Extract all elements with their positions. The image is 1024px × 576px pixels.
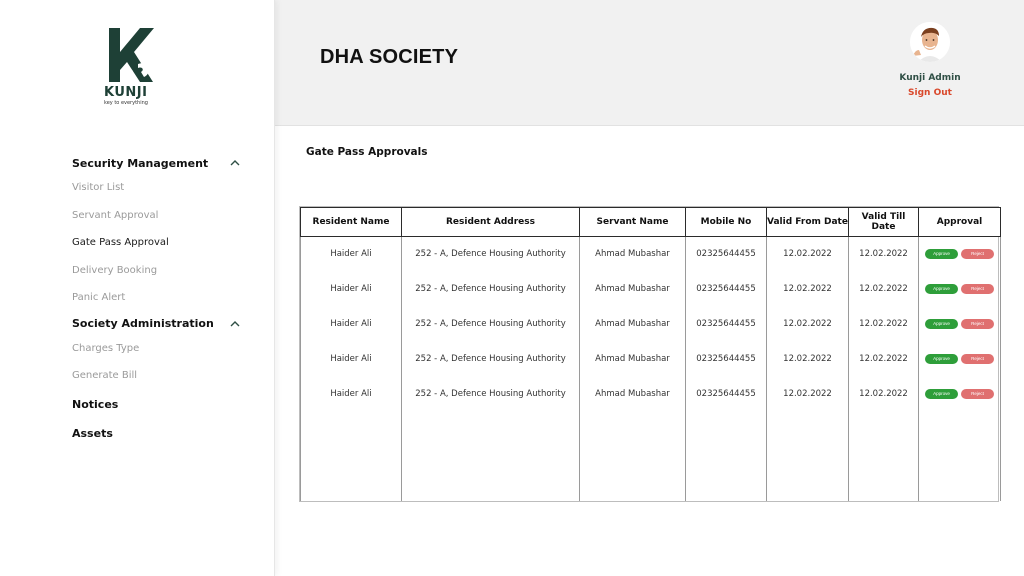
sidebar-item-servant-approval[interactable]: Servant Approval bbox=[72, 209, 159, 221]
section-title: Gate Pass Approvals bbox=[306, 146, 428, 158]
empty-cell bbox=[301, 412, 402, 502]
cell-servant-name: Ahmad Mubashar bbox=[580, 307, 686, 342]
sidebar-item-generate-bill[interactable]: Generate Bill bbox=[72, 370, 138, 381]
table-row bbox=[301, 237, 1001, 272]
empty-cell bbox=[580, 412, 686, 502]
cell-valid-till: 12.02.2022 bbox=[849, 342, 919, 377]
cell-resident-address: 252 - A, Defence Housing Authority bbox=[402, 237, 580, 272]
cell-approval bbox=[919, 272, 1001, 307]
table-row bbox=[301, 342, 1001, 377]
reject-button[interactable]: Reject bbox=[961, 354, 994, 364]
table-row bbox=[301, 307, 1001, 342]
chevron-up-icon[interactable] bbox=[228, 156, 242, 170]
reject-button[interactable]: Reject bbox=[961, 319, 994, 329]
column-header-approval[interactable]: Approval bbox=[919, 208, 1001, 237]
table-header-row bbox=[301, 208, 1001, 237]
kunji-logo-icon bbox=[107, 26, 157, 84]
chevron-up-icon[interactable] bbox=[228, 317, 242, 331]
column-header-servant-name[interactable]: Servant Name bbox=[580, 208, 686, 237]
sidebar bbox=[0, 0, 275, 576]
table-empty-space bbox=[301, 412, 1001, 502]
cell-valid-till: 12.02.2022 bbox=[849, 272, 919, 307]
empty-cell bbox=[767, 412, 849, 502]
brand-tagline: key to everything bbox=[104, 100, 148, 106]
sidebar-nav bbox=[72, 152, 242, 448]
cell-approval bbox=[919, 307, 1001, 342]
table-row bbox=[301, 272, 1001, 307]
column-header-mobile-no[interactable]: Mobile No bbox=[686, 208, 767, 237]
cell-resident-name: Haider Ali bbox=[301, 237, 402, 272]
cell-valid-from: 12.02.2022 bbox=[767, 342, 849, 377]
cell-mobile-no: 02325644455 bbox=[686, 307, 767, 342]
column-header-resident-name[interactable]: Resident Name bbox=[301, 208, 402, 237]
table-row bbox=[301, 377, 1001, 412]
cell-valid-till: 12.02.2022 bbox=[849, 307, 919, 342]
cell-mobile-no: 02325644455 bbox=[686, 272, 767, 307]
sidebar-section-society-administration[interactable] bbox=[72, 313, 242, 335]
empty-cell bbox=[919, 412, 1001, 502]
sidebar-section-security-management[interactable] bbox=[72, 152, 242, 174]
cell-valid-till: 12.02.2022 bbox=[849, 377, 919, 412]
sidebar-item-notices[interactable]: Notices bbox=[72, 397, 119, 411]
cell-resident-address: 252 - A, Defence Housing Authority bbox=[402, 307, 580, 342]
cell-resident-address: 252 - A, Defence Housing Authority bbox=[402, 272, 580, 307]
cell-servant-name: Ahmad Mubashar bbox=[580, 377, 686, 412]
user-profile bbox=[885, 22, 975, 98]
cell-mobile-no: 02325644455 bbox=[686, 237, 767, 272]
cell-approval bbox=[919, 377, 1001, 412]
column-header-resident-address[interactable]: Resident Address bbox=[402, 208, 580, 237]
cell-valid-from: 12.02.2022 bbox=[767, 272, 849, 307]
sign-out-link[interactable]: Sign Out bbox=[908, 88, 952, 98]
cell-valid-from: 12.02.2022 bbox=[767, 307, 849, 342]
reject-button[interactable]: Reject bbox=[961, 389, 994, 399]
reject-button[interactable]: Reject bbox=[961, 284, 994, 294]
cell-servant-name: Ahmad Mubashar bbox=[580, 272, 686, 307]
column-header-valid-from-date[interactable]: Valid From Date bbox=[767, 208, 849, 237]
column-header-valid-till-date[interactable]: Valid Till Date bbox=[849, 208, 919, 237]
empty-cell bbox=[849, 412, 919, 502]
sidebar-section-label: Society Administration bbox=[72, 317, 214, 330]
brand-logo[interactable] bbox=[104, 26, 160, 106]
sidebar-item-gate-pass-approval[interactable]: Gate Pass Approval bbox=[72, 237, 169, 248]
cell-approval bbox=[919, 237, 1001, 272]
cell-valid-till: 12.02.2022 bbox=[849, 237, 919, 272]
brand-name: KUNJI bbox=[104, 85, 148, 100]
sidebar-item-delivery-booking[interactable]: Delivery Booking bbox=[72, 264, 158, 276]
approve-button[interactable]: Approve bbox=[925, 354, 958, 364]
sidebar-item-panic-alert[interactable]: Panic Alert bbox=[72, 292, 126, 303]
approve-button[interactable]: Approve bbox=[925, 249, 958, 259]
cell-mobile-no: 02325644455 bbox=[686, 342, 767, 377]
sidebar-section-label: Security Management bbox=[72, 156, 209, 170]
cell-mobile-no: 02325644455 bbox=[686, 377, 767, 412]
cell-resident-name: Haider Ali bbox=[301, 377, 402, 412]
user-name: Kunji Admin bbox=[899, 73, 961, 83]
cell-servant-name: Ahmad Mubashar bbox=[580, 342, 686, 377]
cell-servant-name: Ahmad Mubashar bbox=[580, 237, 686, 272]
cell-resident-address: 252 - A, Defence Housing Authority bbox=[402, 342, 580, 377]
sidebar-item-visitor-list[interactable]: Visitor List bbox=[72, 182, 125, 193]
sidebar-item-assets[interactable]: Assets bbox=[72, 426, 113, 440]
cell-valid-from: 12.02.2022 bbox=[767, 237, 849, 272]
empty-cell bbox=[686, 412, 767, 502]
approve-button[interactable]: Approve bbox=[925, 284, 958, 294]
cell-approval bbox=[919, 342, 1001, 377]
gate-pass-table bbox=[299, 206, 999, 502]
page-header bbox=[275, 0, 1024, 126]
cell-valid-from: 12.02.2022 bbox=[767, 377, 849, 412]
cell-resident-address: 252 - A, Defence Housing Authority bbox=[402, 377, 580, 412]
cell-resident-name: Haider Ali bbox=[301, 307, 402, 342]
approve-button[interactable]: Approve bbox=[925, 319, 958, 329]
cell-resident-name: Haider Ali bbox=[301, 342, 402, 377]
sidebar-item-charges-type[interactable]: Charges Type bbox=[72, 342, 140, 354]
avatar[interactable] bbox=[910, 22, 950, 62]
approve-button[interactable]: Approve bbox=[925, 389, 958, 399]
empty-cell bbox=[402, 412, 580, 502]
cell-resident-name: Haider Ali bbox=[301, 272, 402, 307]
reject-button[interactable]: Reject bbox=[961, 249, 994, 259]
page-title: DHA SOCIETY bbox=[320, 46, 459, 68]
